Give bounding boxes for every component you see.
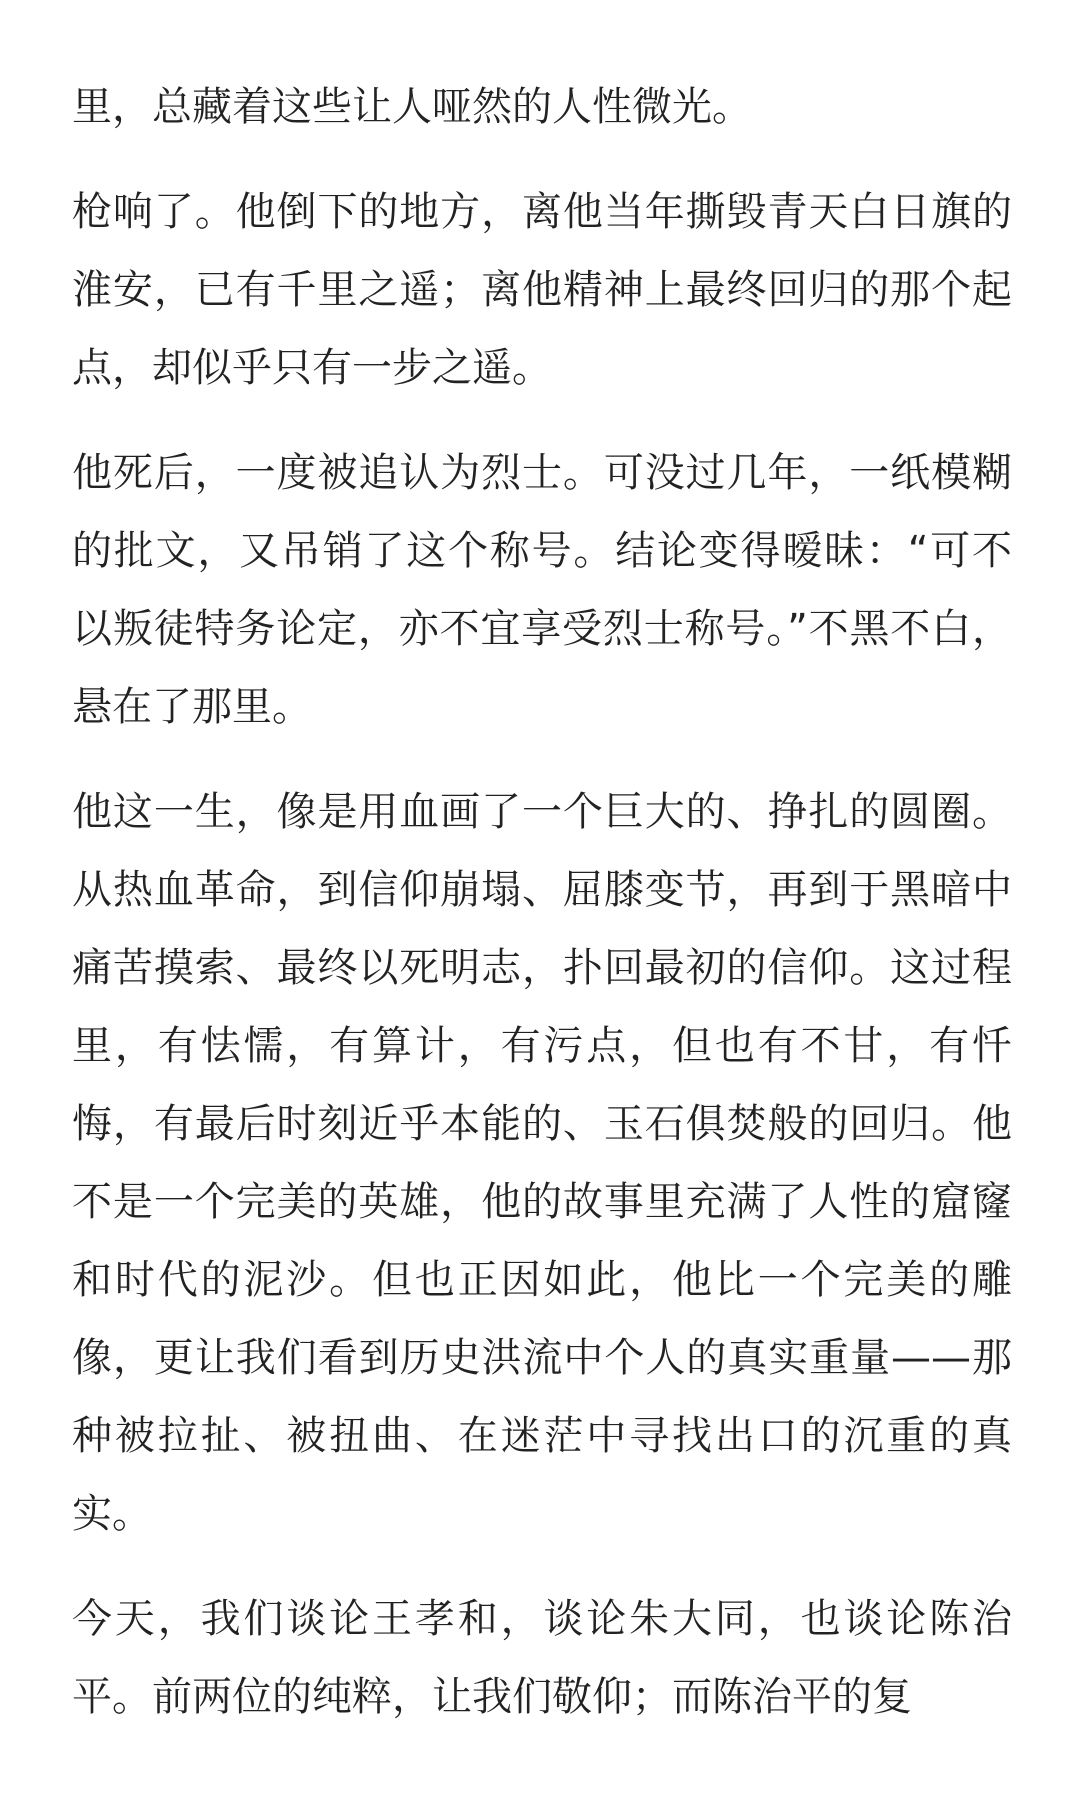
paragraph-2: 枪响了。他倒下的地方，离他当年撕毁青天白日旗的淮安，已有千里之遥；离他精神上最终回归的那个起点，却似乎只有一步之遥。 xyxy=(72,189,1012,391)
article-body xyxy=(72,68,1012,1763)
paragraph-1: 里，总藏着这些让人哑然的人性微光。 xyxy=(72,84,752,130)
paragraph-3: 他死后，一度被追认为烈士。可没过几年，一纸模糊的批文，又吊销了这个称号。结论变得暧昧：“可不以叛徒特务论定，亦不宜享受烈士称号。”不黑不白，悬在了那里。 xyxy=(72,450,1012,730)
paragraph-5: 今天，我们谈论王孝和，谈论朱大同，也谈论陈治平。前两位的纯粹，让我们敬仰；而陈治平的复 xyxy=(72,1596,1012,1720)
paragraph-4: 他这一生，像是用血画了一个巨大的、挣扎的圆圈。从热血革命，到信仰崩塌、屈膝变节，再到于黑暗中痛苦摸索、最终以死明志，扑回最初的信仰。这过程里，有怯懦，有算计，有污点，但也有不甘，有忏悔，有最后时刻近乎本能的、玉石俱焚般的回归。他不是一个完美的英雄，他的故事里充满了人性的窟窿和时代的泥沙。但也正因如此，他比一个完美的雕像，更让我们看到历史洪流中个人的真实重量——那种被拉扯、被扭曲、在迷茫中寻找出口的沉重的真实。 xyxy=(72,789,1012,1537)
